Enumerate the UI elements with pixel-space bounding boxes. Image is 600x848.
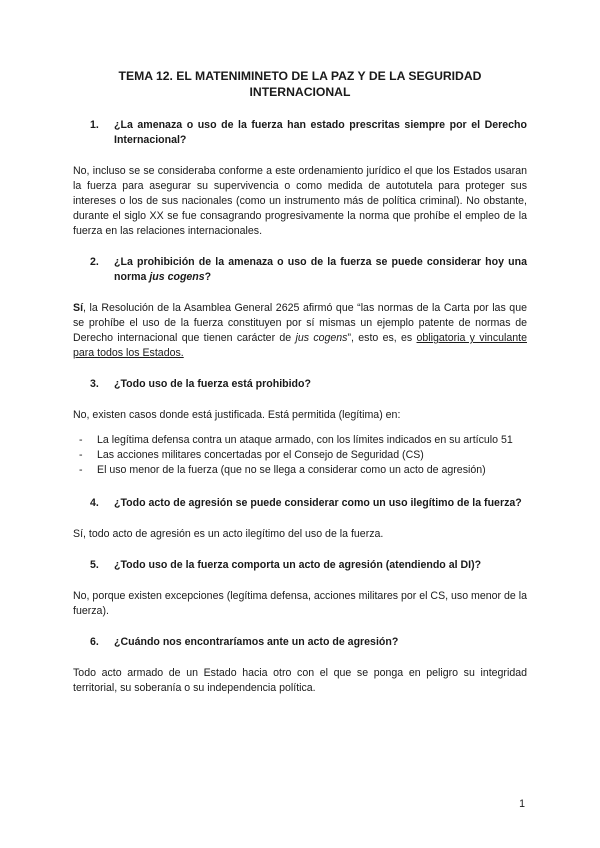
list-item-text: El uso menor de la fuerza (que no se llega a considerar como un acto de agresión) xyxy=(97,464,486,476)
justified-uses-list xyxy=(73,433,527,478)
question-text: ¿Todo uso de la fuerza está prohibido? xyxy=(114,378,311,390)
question-text-italic: jus cogens xyxy=(149,271,205,283)
dash-bullet: - xyxy=(79,464,83,476)
answer-text-part: ”, esto es, es xyxy=(347,332,417,344)
page-number: 1 xyxy=(519,798,525,810)
dash-bullet: - xyxy=(79,434,83,446)
question-number: 2. xyxy=(90,256,99,268)
answer-1: No, incluso se se consideraba conforme a este ordenamiento jurídico el que los Estados usaran la fuerza para asegurar su supervivencia o como medida de autotutela para proteger sus intereses o los de sus nacionales (como un instrumento más de política criminal). No obstante, durante el siglo XX se fue consagrando progresivamente la norma que prohíbe el empleo de la fuerza en las relaciones internacionales. xyxy=(73,165,527,237)
question-5 xyxy=(73,558,527,573)
question-text: ¿La amenaza o uso de la fuerza han estado prescritas siempre por el Derecho Internacional? xyxy=(114,119,527,146)
question-text: ¿Todo uso de la fuerza comporta un acto de agresión (atendiendo al DI)? xyxy=(114,559,482,571)
answer-6: Todo acto armado de un Estado hacia otro con el que se ponga en peligro su integridad territorial, su soberanía o su independencia política. xyxy=(73,667,527,694)
question-text xyxy=(114,255,527,285)
question-2 xyxy=(73,255,527,285)
answer-underlined-text: obligatoria y vinculante para todos los Estados. xyxy=(73,332,527,359)
question-1 xyxy=(73,118,527,148)
answer-4: Sí, todo acto de agresión es un acto ilegítimo del uso de la fuerza. xyxy=(73,528,384,540)
question-text: ¿Cuándo nos encontraríamos ante un acto de agresión? xyxy=(114,636,399,648)
list-item xyxy=(73,463,527,478)
answer-text-part: , la Resolución de la Asamblea General 2625 afirmó que “las normas de la Carta por las que se prohíbe el uso de la fuerza constituyen por sí mismas un ejemplo patente de normas de Derecho internacional que tienen carácter de xyxy=(73,302,527,344)
question-number: 6. xyxy=(90,636,99,648)
question-text: ¿Todo acto de agresión se puede considerar como un uso ilegítimo de la fuerza? xyxy=(114,497,522,509)
list-item xyxy=(73,433,527,448)
question-text-part: ? xyxy=(204,271,212,283)
answer-italic-text: jus cogens xyxy=(295,332,348,344)
question-4 xyxy=(73,496,527,511)
question-number: 1. xyxy=(90,119,99,131)
question-3 xyxy=(73,377,527,392)
answer-bold-text: Sí xyxy=(73,302,84,314)
question-6 xyxy=(73,635,527,650)
document-page xyxy=(73,68,527,712)
question-number: 4. xyxy=(90,497,99,509)
answer-3: No, existen casos donde está justificada. Está permitida (legítima) en: xyxy=(73,409,401,421)
list-item-text: Las acciones militares concertadas por el Consejo de Seguridad (CS) xyxy=(97,449,424,461)
answer-5: No, porque existen excepciones (legítima defensa, acciones militares por el CS, uso menor de la fuerza). xyxy=(73,590,528,617)
list-item-text: La legítima defensa contra un ataque armado, con los límites indicados en su artículo 51 xyxy=(97,434,513,446)
question-number: 3. xyxy=(90,378,99,390)
question-number: 5. xyxy=(90,559,99,571)
question-text-part: ¿La prohibición de la amenaza o uso de la fuerza se puede considerar hoy una norma xyxy=(114,256,527,283)
answer-2 xyxy=(73,301,527,361)
list-item xyxy=(73,448,527,463)
dash-bullet: - xyxy=(79,449,83,461)
document-title: TEMA 12. EL MATENIMINETO DE LA PAZ Y DE LA SEGURIDAD INTERNACIONAL xyxy=(118,69,482,99)
